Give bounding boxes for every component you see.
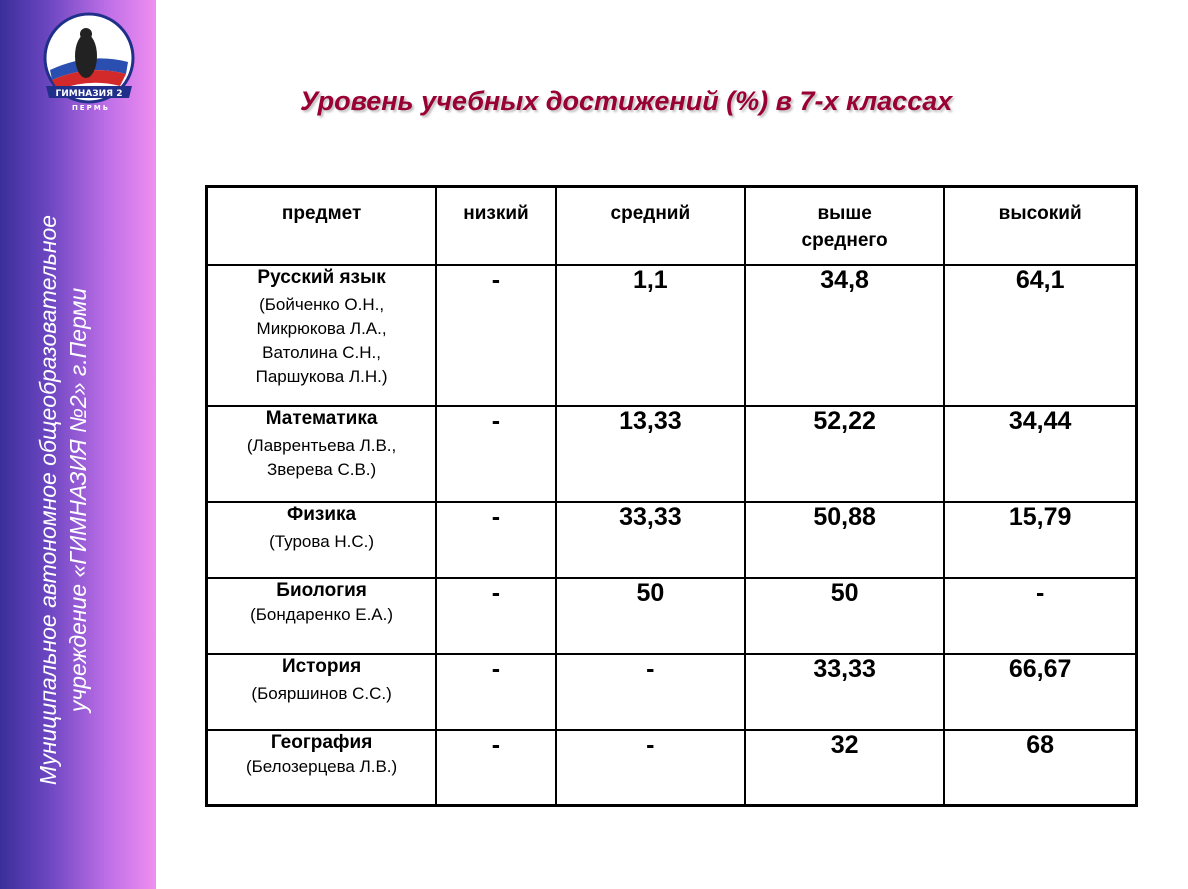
gymnasium-logo bbox=[36, 12, 142, 112]
high-cell: 68 bbox=[944, 730, 1136, 806]
teachers-list: (Лаврентьева Л.В., Зверева С.В.) bbox=[246, 435, 397, 479]
table-header-row bbox=[207, 187, 1137, 265]
subject-name: Физика bbox=[287, 503, 357, 525]
high-cell: 66,67 bbox=[944, 654, 1136, 730]
medium-cell: 50 bbox=[556, 578, 745, 654]
header-medium: средний bbox=[556, 187, 745, 265]
medium-cell: 1,1 bbox=[556, 265, 745, 406]
page-title: Уровень учебных достижений (%) в 7-х классах bbox=[300, 86, 953, 116]
medium-cell: - bbox=[556, 654, 745, 730]
table-row bbox=[207, 578, 1137, 654]
low-cell: - bbox=[436, 578, 556, 654]
table-row bbox=[207, 730, 1137, 806]
teachers-list: (Турова Н.С.) bbox=[269, 531, 375, 551]
table-row bbox=[207, 502, 1137, 578]
high-cell: 15,79 bbox=[944, 502, 1136, 578]
above-medium-cell: 50 bbox=[745, 578, 944, 654]
header-subject: предмет bbox=[207, 187, 437, 265]
teachers-list: (Бояршинов С.С.) bbox=[251, 683, 392, 703]
logo-city: ПЕРМЬ bbox=[71, 104, 111, 112]
institution-name-line1: Муниципальное автономное общеобразовательное bbox=[35, 214, 61, 786]
low-cell: - bbox=[436, 265, 556, 406]
low-cell: - bbox=[436, 502, 556, 578]
subject-cell bbox=[207, 265, 437, 406]
header-high: высокий bbox=[944, 187, 1136, 265]
logo-text: ГИМНАЗИЯ 2 bbox=[55, 89, 123, 99]
subject-cell bbox=[207, 730, 437, 806]
header-above-medium bbox=[745, 187, 944, 265]
subject-cell bbox=[207, 578, 437, 654]
low-cell: - bbox=[436, 406, 556, 502]
subject-cell bbox=[207, 502, 437, 578]
institution-name-line2: учреждение «ГИМНАЗИЯ №2» г.Перми bbox=[65, 287, 91, 713]
subject-cell bbox=[207, 654, 437, 730]
subject-name: История bbox=[281, 655, 362, 677]
teachers-list: (Бондаренко Е.А.) bbox=[250, 604, 394, 624]
subject-name: Математика bbox=[265, 407, 378, 429]
above-medium-cell: 50,88 bbox=[745, 502, 944, 578]
header-above-medium-label: выше среднего bbox=[801, 203, 888, 251]
high-cell: 64,1 bbox=[944, 265, 1136, 406]
above-medium-cell: 32 bbox=[745, 730, 944, 806]
gymnasium-logo-emblem bbox=[36, 12, 142, 112]
low-cell: - bbox=[436, 654, 556, 730]
subject-name: Русский язык bbox=[257, 266, 386, 288]
subject-name: Биология bbox=[276, 579, 367, 601]
table-row bbox=[207, 265, 1137, 406]
high-cell: 34,44 bbox=[944, 406, 1136, 502]
teachers-list: (Бойченко О.Н., Микрюкова Л.А., Ватолина С.Н., Паршукова Л.Н.) bbox=[255, 294, 388, 386]
header-low: низкий bbox=[436, 187, 556, 265]
above-medium-cell: 52,22 bbox=[745, 406, 944, 502]
medium-cell: 33,33 bbox=[556, 502, 745, 578]
achievement-table bbox=[205, 185, 1138, 807]
institution-name bbox=[33, 175, 123, 825]
above-medium-cell: 33,33 bbox=[745, 654, 944, 730]
table-row bbox=[207, 406, 1137, 502]
above-medium-cell: 34,8 bbox=[745, 265, 944, 406]
sidebar bbox=[0, 0, 156, 889]
subject-cell bbox=[207, 406, 437, 502]
medium-cell: - bbox=[556, 730, 745, 806]
low-cell: - bbox=[436, 730, 556, 806]
teachers-list: (Белозерцева Л.В.) bbox=[245, 756, 398, 776]
subject-name: География bbox=[270, 731, 373, 753]
table-row bbox=[207, 654, 1137, 730]
medium-cell: 13,33 bbox=[556, 406, 745, 502]
high-cell: - bbox=[944, 578, 1136, 654]
